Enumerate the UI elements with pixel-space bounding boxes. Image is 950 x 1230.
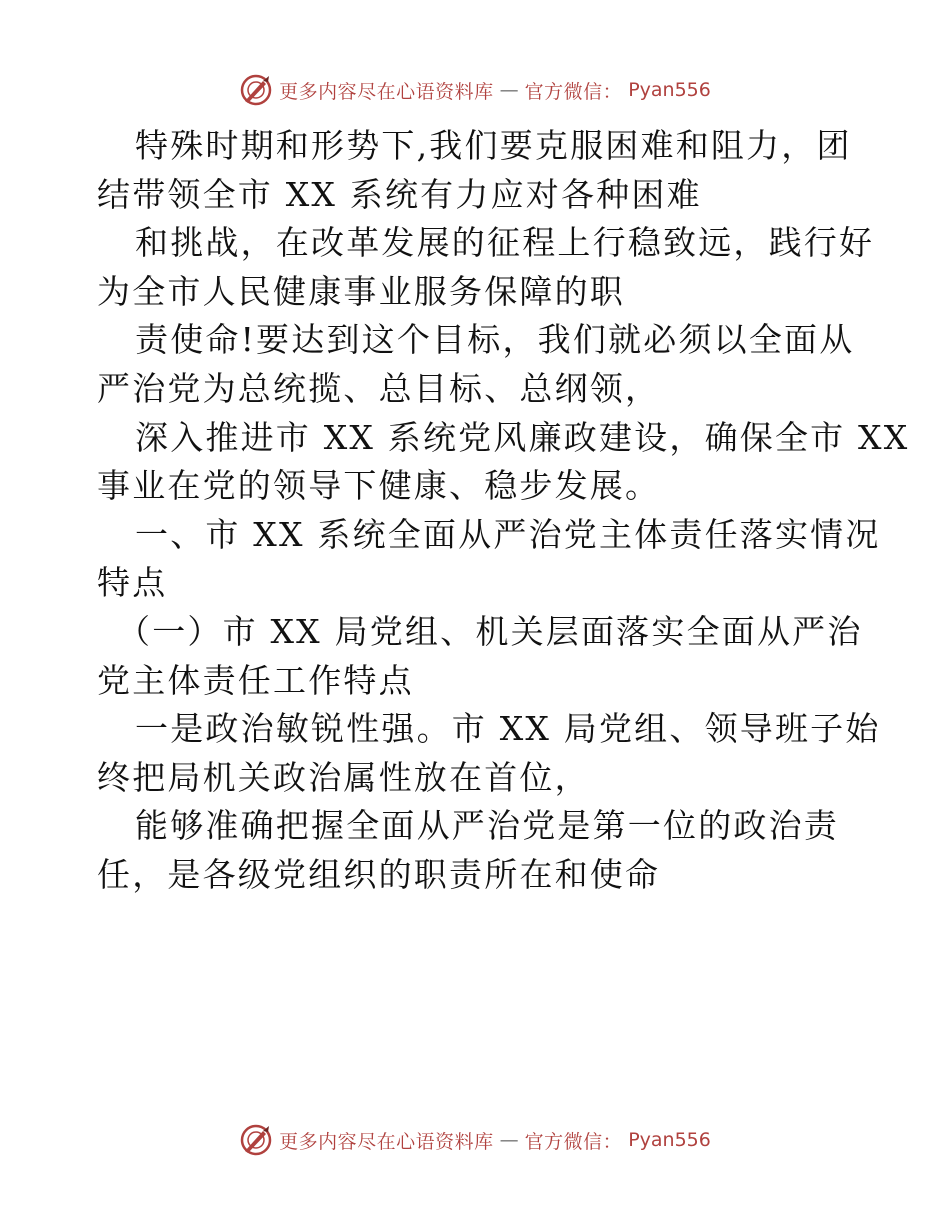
watermark-wechat-label: 官方微信： bbox=[524, 1130, 623, 1153]
paragraph-line: 和挑战，在改革发展的征程上行稳致远，践行好 bbox=[135, 223, 875, 263]
paragraph-line: 为全市人民健康事业服务保障的职 bbox=[97, 271, 625, 311]
watermark-text: 更多内容尽在心语资料库 bbox=[279, 80, 494, 103]
header-watermark bbox=[0, 70, 950, 110]
paragraph-line: 事业在党的领导下健康、稳步发展。 bbox=[97, 466, 661, 506]
watermark-wechat-id: Pyan556 bbox=[628, 1129, 711, 1151]
watermark-dash: — bbox=[499, 79, 519, 101]
subsection-heading-line: （一）市 XX 局党组、机关层面落实全面从严治 bbox=[117, 611, 863, 651]
paragraph-line: 终把局机关政治属性放在首位， bbox=[97, 757, 590, 797]
section-heading-line: 一、市 XX 系统全面从严治党主体责任落实情况 bbox=[135, 514, 881, 554]
subsection-heading-line: 党主体责任工作特点 bbox=[97, 660, 414, 700]
paragraph-line: 严治党为总统揽、总目标、总纲领， bbox=[97, 368, 661, 408]
section-heading-line: 特点 bbox=[97, 563, 168, 603]
quill-logo-icon bbox=[239, 73, 273, 107]
paragraph-line: 任，是各级党组织的职责所在和使命 bbox=[97, 854, 661, 894]
watermark-dash: — bbox=[499, 1129, 519, 1151]
paragraph-line: 特殊时期和形势下,我们要克服困难和阻力，团 bbox=[135, 126, 852, 165]
paragraph-line: 责使命!要达到这个目标，我们就必须以全面从 bbox=[135, 320, 855, 360]
watermark-wechat-label: 官方微信： bbox=[524, 80, 623, 103]
watermark-wechat-id: Pyan556 bbox=[628, 79, 711, 101]
paragraph-line: 能够准确把握全面从严治党是第一位的政治责 bbox=[135, 806, 839, 846]
paragraph-line: 一是政治敏锐性强。市 XX 局党组、领导班子始 bbox=[135, 709, 881, 749]
document-body bbox=[97, 122, 910, 900]
paragraph-line: 深入推进市 XX 系统党风廉政建设，确保全市 XX bbox=[135, 417, 910, 457]
watermark-text: 更多内容尽在心语资料库 bbox=[279, 1130, 494, 1153]
quill-logo-icon bbox=[239, 1123, 273, 1157]
paragraph-line: 结带领全市 XX 系统有力应对各种困难 bbox=[97, 174, 702, 214]
footer-watermark bbox=[0, 1120, 950, 1160]
